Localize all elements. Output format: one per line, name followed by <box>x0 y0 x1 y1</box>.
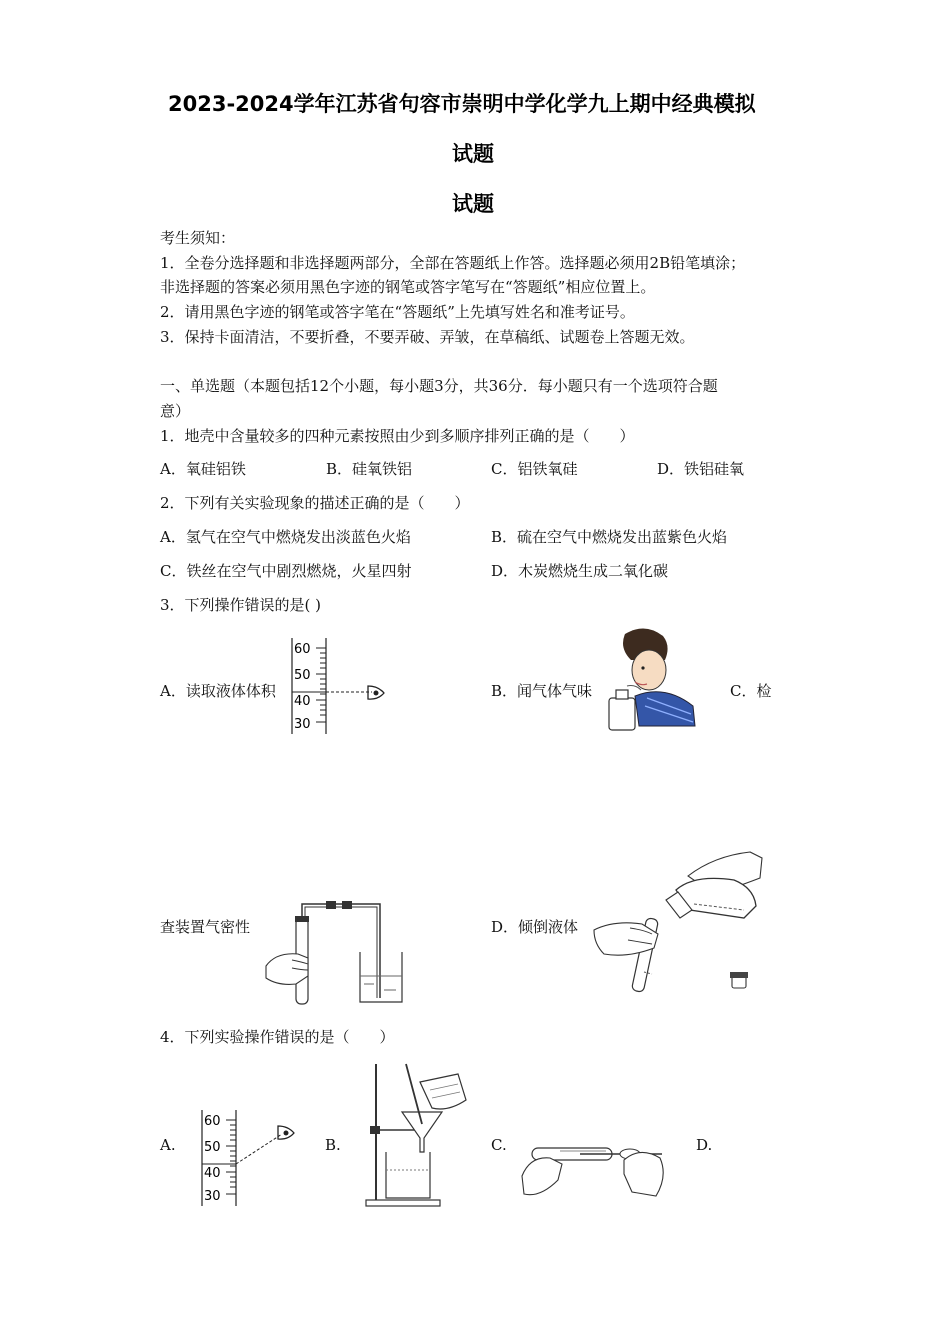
section-header-a: 一、单选题（本题包括12个小题，每小题3分，共36分．每小题只有一个选项符合题 <box>160 377 718 395</box>
title-line-2: 试题 <box>452 142 494 166</box>
q3-tick-40: 40 <box>294 694 311 709</box>
eye-icon <box>278 1126 294 1139</box>
notice-heading: 考生须知： <box>160 229 236 247</box>
q3-tick-60: 60 <box>294 642 311 657</box>
q4-tick-60: 60 <box>204 1114 221 1129</box>
q3-tick-50: 50 <box>294 668 311 683</box>
q4-cylinder-figure <box>198 1108 308 1208</box>
q3-option-d: D．倾倒液体 <box>491 918 579 936</box>
notice-item-1a: 1．全卷分选择题和非选择题两部分，全部在答题纸上作答。选择题必须用2B铅笔填涂； <box>160 254 746 272</box>
q3-stem: 3．下列操作错误的是( ) <box>160 596 322 614</box>
q4-option-a: A. <box>160 1136 176 1154</box>
notice-item-1b: 非选择题的答案必须用黑色字迹的钢笔或答字笔写在“答题纸”相应位置上。 <box>160 278 656 296</box>
q4-tick-40: 40 <box>204 1166 221 1181</box>
q2-option-a: A．氢气在空气中燃烧发出淡蓝色火焰 <box>160 528 411 546</box>
q3-option-b: B．闻气体气味 <box>491 682 593 700</box>
title-line-1: 2023-2024学年江苏省句容市崇明中学化学九上期中经典模拟 <box>168 92 756 116</box>
q4-tick-30: 30 <box>204 1189 221 1204</box>
q1-option-a: A．氧硅铝铁 <box>160 460 246 478</box>
q3-smell-figure <box>605 626 700 734</box>
q3-option-c-part1: C．检 <box>730 682 772 700</box>
q2-option-d: D．木炭燃烧生成二氧化碳 <box>491 562 669 580</box>
q3-cylinder-figure <box>288 636 398 736</box>
q4-tick-50: 50 <box>204 1140 221 1155</box>
eye-icon <box>368 686 384 699</box>
q1-option-b: B．硅氧铁铝 <box>326 460 413 478</box>
q3-option-a: A．读取液体体积 <box>160 682 276 700</box>
q4-option-d: D. <box>696 1136 713 1154</box>
q2-stem: 2．下列有关实验现象的描述正确的是（ ） <box>160 494 470 512</box>
q3-pour-figure <box>594 848 774 998</box>
q4-option-c: C. <box>491 1136 507 1154</box>
q4-stem: 4．下列实验操作错误的是（ ） <box>160 1028 395 1046</box>
notice-item-3: 3．保持卡面清洁，不要折叠，不要弄破、弄皱，在草稿纸、试题卷上答题无效。 <box>160 328 695 346</box>
q4-tube-figure <box>520 1136 670 1206</box>
q3-option-c-part2: 查装置气密性 <box>160 918 251 936</box>
q4-filter-figure <box>360 1060 470 1210</box>
q3-airtight-figure <box>262 898 412 1008</box>
q2-option-c: C．铁丝在空气中剧烈燃烧，火星四射 <box>160 562 412 580</box>
q4-option-b: B. <box>325 1136 341 1154</box>
q2-option-b: B．硫在空气中燃烧发出蓝紫色火焰 <box>491 528 728 546</box>
q1-option-d: D．铁铝硅氧 <box>657 460 745 478</box>
q3-tick-30: 30 <box>294 717 311 732</box>
title-line-3: 试题 <box>452 192 494 216</box>
section-header-b: 意） <box>160 402 191 420</box>
notice-item-2: 2．请用黑色字迹的钢笔或答字笔在“答题纸”上先填写姓名和准考证号。 <box>160 303 635 321</box>
q1-stem: 1．地壳中含量较多的四种元素按照由少到多顺序排列正确的是（ ） <box>160 427 635 445</box>
q1-option-c: C．铝铁氧硅 <box>491 460 578 478</box>
